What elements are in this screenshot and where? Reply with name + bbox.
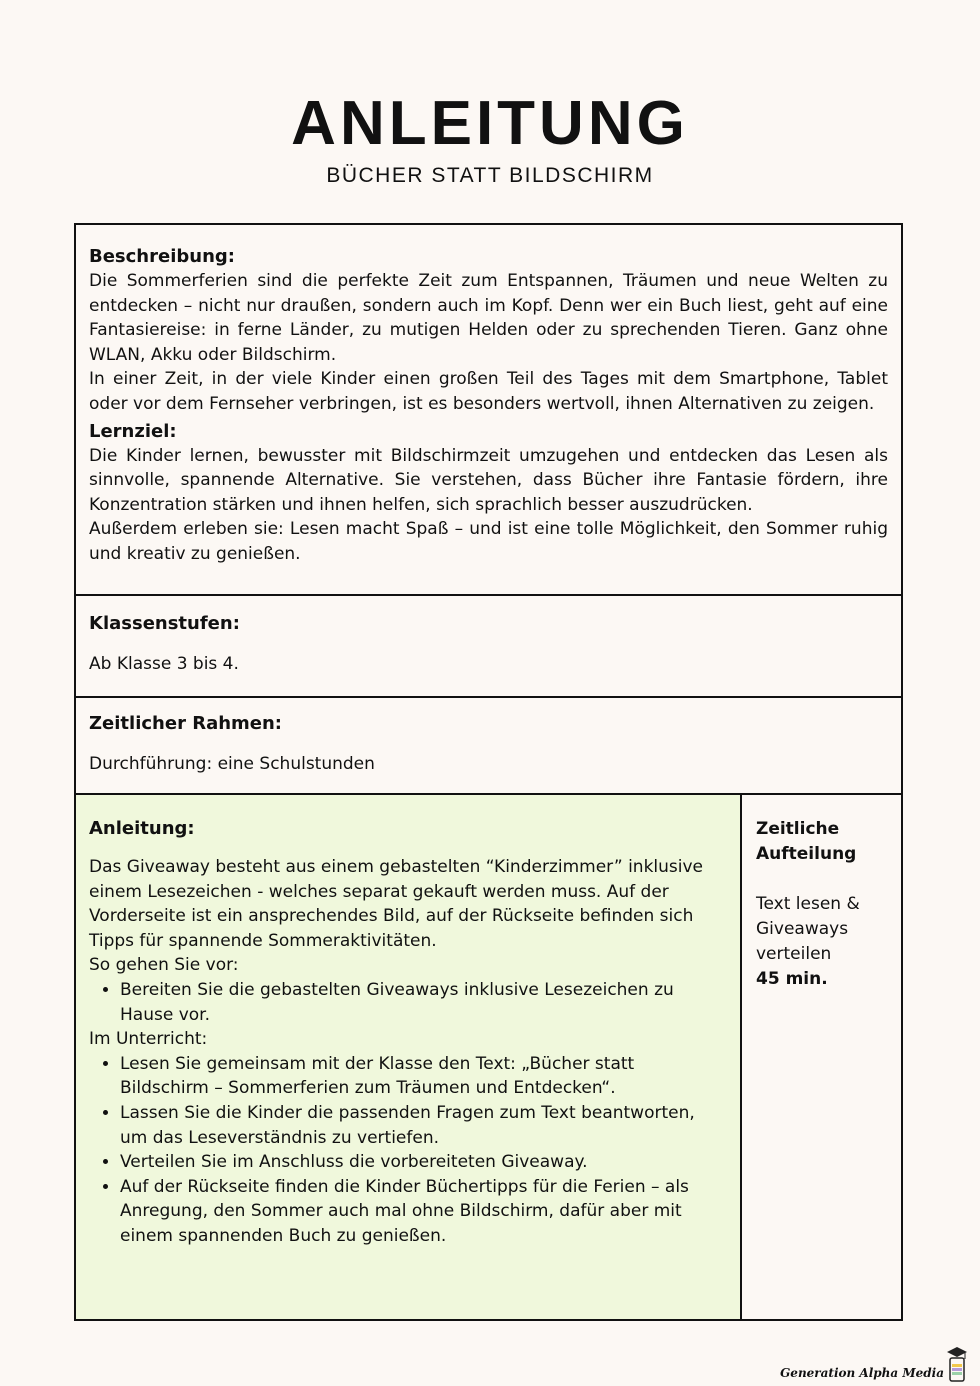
list-item: • Bereiten Sie die gebastelten Giveaways inklusive Lesezeichen zu Hause vor. — [120, 978, 712, 1027]
beschreibung-paragraph: In einer Zeit, in der viele Kinder einen großen Teil des Tages mit dem Smartphone, Tablet oder vor dem Fernseher verbringen, ist es besonders wertvoll, ihnen Alternativen zu zeigen. — [89, 369, 888, 414]
unterricht-label: Im Unterricht: — [89, 1029, 208, 1050]
anleitung-heading: Anleitung: — [89, 818, 195, 839]
zeitliche-aufteilung-heading: Zeitliche Aufteilung — [756, 819, 857, 864]
klassenstufen-text: Ab Klasse 3 bis 4. — [89, 654, 239, 674]
zeitrahmen-heading: Zeitlicher Rahmen: — [89, 713, 283, 734]
anleitung-section — [74, 793, 903, 1321]
footer-brand: Generation Alpha Media — [780, 1366, 944, 1380]
vorgehen-label: So gehen Sie vor: — [89, 955, 239, 976]
lernziel-paragraph: Außerdem erleben sie: Lesen macht Spaß – und ist eine tolle Möglichkeit, den Sommer ruhig und kreativ zu genießen. — [89, 519, 888, 564]
list-item: • Auf der Rückseite finden die Kinder Büchertipps für die Ferien – als Anregung, den Sommer auch mal ohne Bildschirm, dafür aber mit einem spannenden Buch zu genießen. — [120, 1175, 712, 1249]
klassenstufen-heading: Klassenstufen: — [89, 613, 240, 634]
zeitrahmen-text: Durchführung: eine Schulstunden — [89, 754, 375, 774]
lernziel-heading: Lernziel: — [89, 420, 177, 442]
graduation-phone-icon — [946, 1346, 968, 1382]
list-item: • Lesen Sie gemeinsam mit der Klasse den Text: „Bücher statt Bildschirm – Sommerferien zum Träumen und Entdecken“. — [120, 1052, 712, 1101]
page-title: ANLEITUNG — [291, 89, 689, 158]
vorgehen-list — [89, 978, 712, 1027]
anleitung-intro: Das Giveaway besteht aus einem gebastelten “Kinderzimmer” inklusive einem Lesezeichen - welches separat gekauft werden muss. Auf der Vorderseite ist ein ansprechendes Bild, auf der Rückseite befinden sich Tipps für spannende Sommeraktivitäten. — [89, 857, 704, 951]
list-item: • Lassen Sie die Kinder die passenden Fragen zum Text beantworten, um das Leseverständnis zu vertiefen. — [120, 1101, 712, 1150]
list-item: • Verteilen Sie im Anschluss die vorbereiteten Giveaway. — [120, 1150, 712, 1175]
anleitung-column — [76, 795, 742, 1319]
beschreibung-paragraph: Die Sommerferien sind die perfekte Zeit zum Entspannen, Träumen und neue Welten zu entdecken – nicht nur draußen, sondern auch im Kopf. Denn wer ein Buch liest, geht auf eine Fantasiereise: in ferne Länder, zu mutigen Helden oder zu sprechenden Tieren. Ganz ohne WLAN, Akku oder Bildschirm. — [89, 271, 888, 365]
zeitliche-aufteilung-column — [742, 795, 901, 1319]
beschreibung-section — [74, 223, 903, 596]
zeitliche-aufteilung-task: Text lesen & Giveaways verteilen — [756, 894, 860, 964]
lernziel-paragraph: Die Kinder lernen, bewusster mit Bildschirmzeit umzugehen und entdecken das Lesen als sinnvolle, spannende Alternative. Sie verstehen, dass Bücher ihre Fantasie fördern, ihre Konzentration stärken und ihnen helfen, sich sprachlich besser auszudrücken. — [89, 445, 888, 515]
beschreibung-heading: Beschreibung: — [89, 246, 235, 267]
unterricht-list — [89, 1052, 712, 1249]
klassenstufen-section — [74, 594, 903, 698]
zeitliche-aufteilung-duration: 45 min. — [756, 969, 828, 989]
zeitrahmen-section — [74, 696, 903, 795]
page-subtitle: BÜCHER STATT BILDSCHIRM — [326, 164, 654, 187]
